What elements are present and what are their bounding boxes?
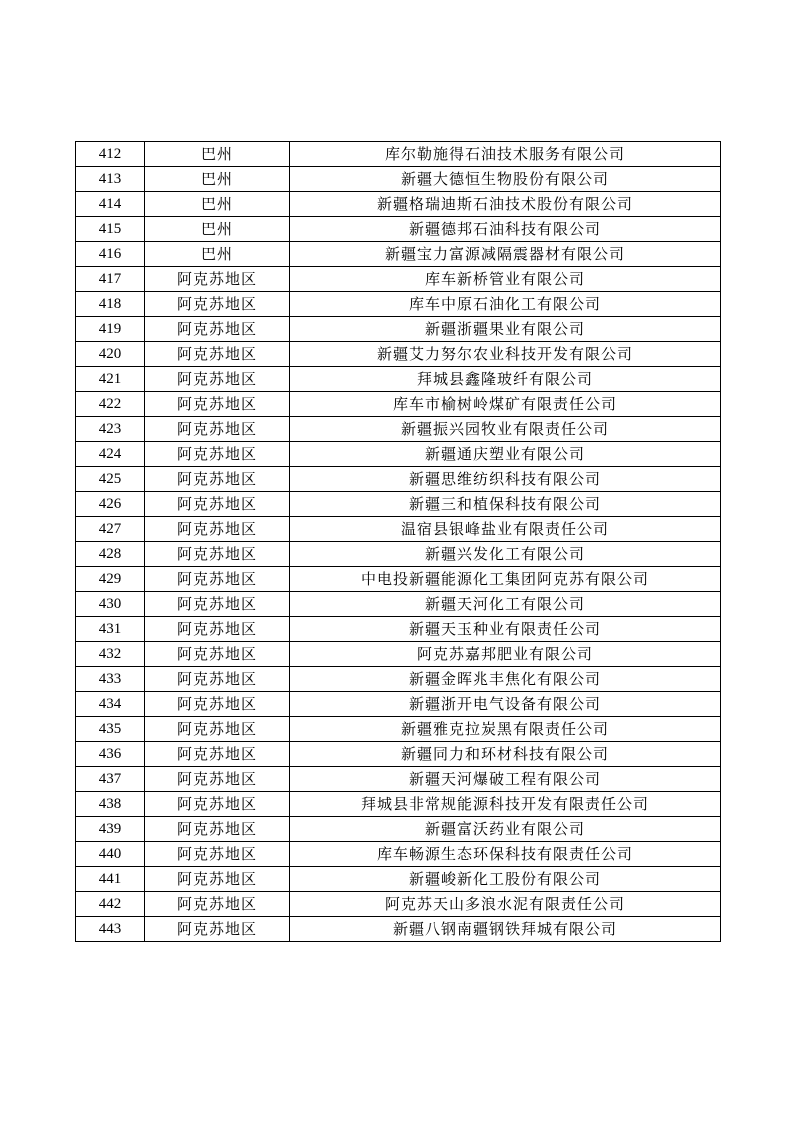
table-row [76,667,721,692]
table-row [76,692,721,717]
company-name-cell: 拜城县非常规能源科技开发有限责任公司 [290,792,721,817]
row-number-cell: 423 [76,417,145,442]
region-cell: 阿克苏地区 [145,417,290,442]
row-number-cell: 419 [76,317,145,342]
region-cell: 阿克苏地区 [145,517,290,542]
row-number-cell: 442 [76,892,145,917]
table-row [76,867,721,892]
table-row [76,392,721,417]
region-cell: 阿克苏地区 [145,317,290,342]
row-number-cell: 418 [76,292,145,317]
table-row [76,567,721,592]
company-name-cell: 库车市榆树岭煤矿有限责任公司 [290,392,721,417]
row-number-cell: 437 [76,767,145,792]
company-name-cell: 新疆天河爆破工程有限公司 [290,767,721,792]
region-cell: 阿克苏地区 [145,267,290,292]
region-cell: 阿克苏地区 [145,667,290,692]
row-number-cell: 429 [76,567,145,592]
region-cell: 阿克苏地区 [145,817,290,842]
row-number-cell: 420 [76,342,145,367]
region-cell: 阿克苏地区 [145,617,290,642]
region-cell: 阿克苏地区 [145,867,290,892]
table-row [76,342,721,367]
company-list-table [75,141,721,942]
row-number-cell: 421 [76,367,145,392]
table-row [76,242,721,267]
company-name-cell: 新疆同力和环材科技有限公司 [290,742,721,767]
company-name-cell: 新疆三和植保科技有限公司 [290,492,721,517]
company-name-cell: 新疆天玉种业有限责任公司 [290,617,721,642]
region-cell: 阿克苏地区 [145,892,290,917]
row-number-cell: 413 [76,167,145,192]
table-row [76,817,721,842]
row-number-cell: 441 [76,867,145,892]
table-row [76,717,721,742]
region-cell: 阿克苏地区 [145,717,290,742]
table-row [76,617,721,642]
company-name-cell: 新疆雅克拉炭黑有限责任公司 [290,717,721,742]
table-row [76,167,721,192]
table-body [76,142,721,942]
row-number-cell: 440 [76,842,145,867]
company-name-cell: 新疆德邦石油科技有限公司 [290,217,721,242]
table-row [76,292,721,317]
row-number-cell: 433 [76,667,145,692]
region-cell: 阿克苏地区 [145,292,290,317]
row-number-cell: 426 [76,492,145,517]
table-row [76,317,721,342]
row-number-cell: 414 [76,192,145,217]
row-number-cell: 416 [76,242,145,267]
table-row [76,842,721,867]
row-number-cell: 435 [76,717,145,742]
region-cell: 巴州 [145,217,290,242]
company-name-cell: 中电投新疆能源化工集团阿克苏有限公司 [290,567,721,592]
region-cell: 巴州 [145,167,290,192]
table-row [76,467,721,492]
company-name-cell: 拜城县鑫隆玻纤有限公司 [290,367,721,392]
row-number-cell: 443 [76,917,145,942]
table-row [76,767,721,792]
table-row [76,267,721,292]
table-row [76,592,721,617]
region-cell: 巴州 [145,192,290,217]
company-name-cell: 新疆艾力努尔农业科技开发有限公司 [290,342,721,367]
region-cell: 阿克苏地区 [145,542,290,567]
company-name-cell: 新疆浙疆果业有限公司 [290,317,721,342]
table-row [76,917,721,942]
table-row [76,217,721,242]
company-name-cell: 阿克苏嘉邦肥业有限公司 [290,642,721,667]
company-name-cell: 新疆富沃药业有限公司 [290,817,721,842]
row-number-cell: 430 [76,592,145,617]
company-name-cell: 阿克苏天山多浪水泥有限责任公司 [290,892,721,917]
company-name-cell: 新疆八钢南疆钢铁拜城有限公司 [290,917,721,942]
company-name-cell: 新疆格瑞迪斯石油技术股份有限公司 [290,192,721,217]
region-cell: 巴州 [145,242,290,267]
company-name-cell: 新疆宝力富源减隔震器材有限公司 [290,242,721,267]
row-number-cell: 434 [76,692,145,717]
company-name-cell: 库车中原石油化工有限公司 [290,292,721,317]
company-name-cell: 新疆通庆塑业有限公司 [290,442,721,467]
row-number-cell: 427 [76,517,145,542]
table-row [76,542,721,567]
row-number-cell: 417 [76,267,145,292]
company-name-cell: 新疆思维纺织科技有限公司 [290,467,721,492]
row-number-cell: 438 [76,792,145,817]
region-cell: 巴州 [145,142,290,167]
table-row [76,742,721,767]
region-cell: 阿克苏地区 [145,467,290,492]
table-row [76,417,721,442]
region-cell: 阿克苏地区 [145,442,290,467]
row-number-cell: 422 [76,392,145,417]
company-name-cell: 库尔勒施得石油技术服务有限公司 [290,142,721,167]
region-cell: 阿克苏地区 [145,392,290,417]
table-row [76,442,721,467]
row-number-cell: 436 [76,742,145,767]
table-row [76,142,721,167]
company-name-cell: 库车畅源生态环保科技有限责任公司 [290,842,721,867]
table-row [76,192,721,217]
region-cell: 阿克苏地区 [145,642,290,667]
region-cell: 阿克苏地区 [145,492,290,517]
row-number-cell: 412 [76,142,145,167]
company-name-cell: 新疆兴发化工有限公司 [290,542,721,567]
region-cell: 阿克苏地区 [145,567,290,592]
table-row [76,517,721,542]
row-number-cell: 424 [76,442,145,467]
table-row [76,792,721,817]
region-cell: 阿克苏地区 [145,342,290,367]
row-number-cell: 431 [76,617,145,642]
region-cell: 阿克苏地区 [145,692,290,717]
table-row [76,492,721,517]
row-number-cell: 428 [76,542,145,567]
region-cell: 阿克苏地区 [145,792,290,817]
company-name-cell: 新疆天河化工有限公司 [290,592,721,617]
table-row [76,642,721,667]
region-cell: 阿克苏地区 [145,767,290,792]
table-row [76,892,721,917]
row-number-cell: 415 [76,217,145,242]
row-number-cell: 432 [76,642,145,667]
company-name-cell: 库车新桥管业有限公司 [290,267,721,292]
company-name-cell: 新疆峻新化工股份有限公司 [290,867,721,892]
table-row [76,367,721,392]
region-cell: 阿克苏地区 [145,367,290,392]
region-cell: 阿克苏地区 [145,742,290,767]
company-name-cell: 新疆浙开电气设备有限公司 [290,692,721,717]
region-cell: 阿克苏地区 [145,592,290,617]
row-number-cell: 425 [76,467,145,492]
row-number-cell: 439 [76,817,145,842]
region-cell: 阿克苏地区 [145,917,290,942]
region-cell: 阿克苏地区 [145,842,290,867]
company-name-cell: 温宿县银峰盐业有限责任公司 [290,517,721,542]
company-name-cell: 新疆振兴园牧业有限责任公司 [290,417,721,442]
company-name-cell: 新疆大德恒生物股份有限公司 [290,167,721,192]
company-name-cell: 新疆金晖兆丰焦化有限公司 [290,667,721,692]
